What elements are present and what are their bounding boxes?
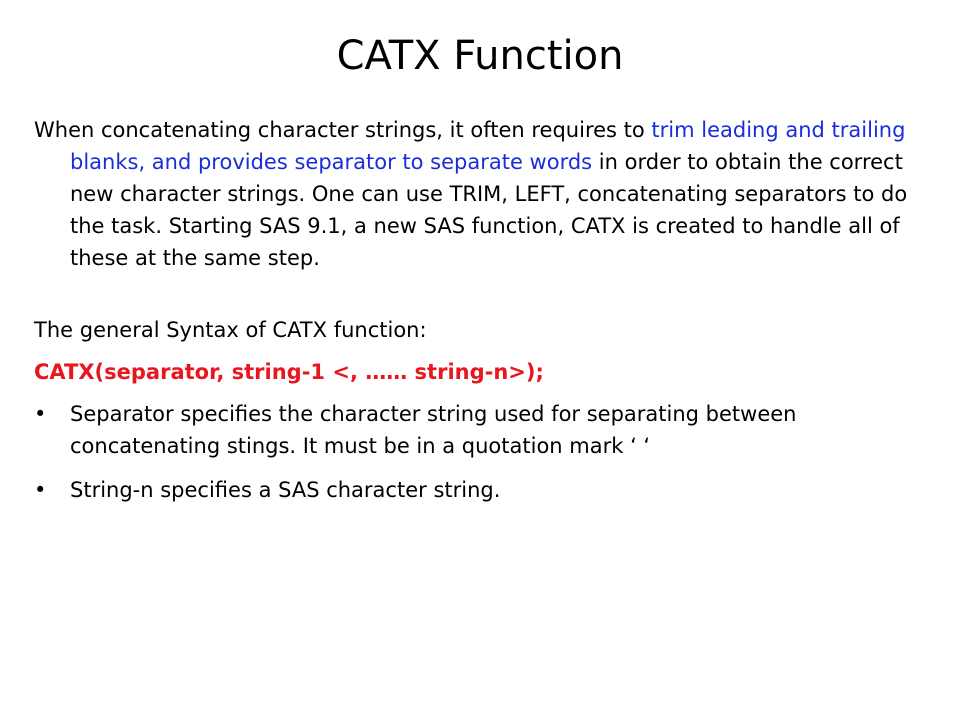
bullet-text: Separator specifies the character string used for separating between concatenating stings. It must be in a quotation mark ‘ ‘ <box>70 402 797 458</box>
syntax-line: CATX(separator, string-1 <, …… string-n>); <box>34 360 544 384</box>
intro-text-end: in order to obtain the correct new character strings. One can use TRIM, LEFT, concatenating separators to do the task. Starting SAS 9.1, a new SAS function, CATX is created to handle all of these at the same step. <box>70 150 908 270</box>
bullet-dot-icon: • <box>34 402 47 426</box>
bullet-item-separator <box>34 398 934 462</box>
slide-title: CATX Function <box>336 33 624 79</box>
intro-text-start: When concatenating character strings, it often requires to <box>34 118 652 142</box>
syntax-label: The general Syntax of CATX function: <box>34 318 427 342</box>
bullet-item-string <box>34 474 934 506</box>
bullet-text: String-n specifies a SAS character string. <box>70 478 501 502</box>
slide-body <box>34 114 934 518</box>
intro-highlight: trim leading and trailing blanks, and provides separator to separate words <box>70 118 906 174</box>
bullet-dot-icon: • <box>34 478 47 502</box>
intro-paragraph <box>34 114 934 274</box>
spacer <box>34 274 934 314</box>
